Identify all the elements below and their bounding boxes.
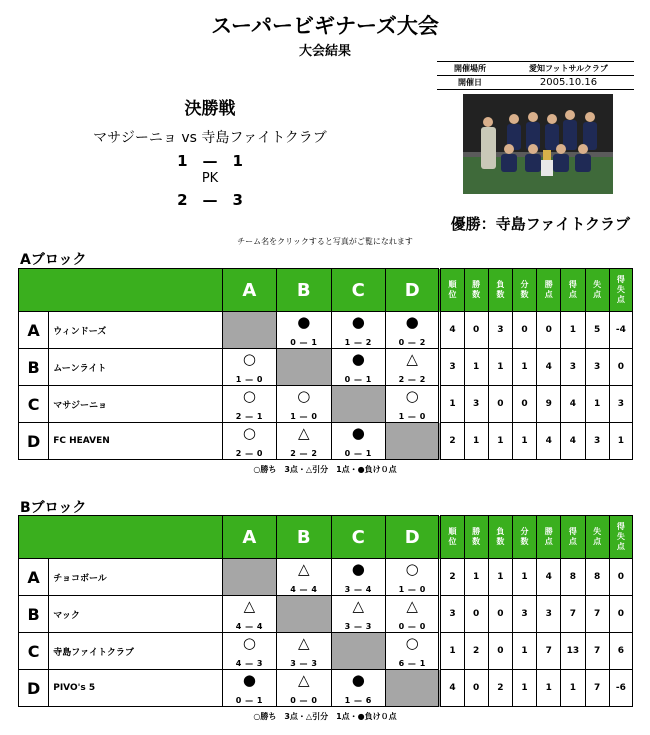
block-b-table [18,515,633,707]
venue-value: 愛知フットサルクラブ [503,62,634,76]
self-match-cell [385,670,439,707]
stat-value: 1 [464,423,488,460]
team-name-link[interactable]: チョコボール [49,559,222,596]
stat-value: 8 [561,559,585,596]
stat-value: 1 [440,633,464,670]
page-title: スーパービギナーズ大会 [211,14,439,38]
final-matchup: マサジーニョ vs 寺島ファイトクラブ [93,130,327,146]
date-label: 開催日 [437,76,503,90]
stat-value: 1 [512,423,536,460]
self-match-cell [277,596,331,633]
column-header-b: B [277,516,331,559]
match-result-cell [277,633,331,670]
match-score: 4 — 4 [290,585,318,594]
match-score: 2 — 2 [398,375,426,384]
header-row [19,516,633,559]
stat-value: 3 [561,349,585,386]
match-result-cell [331,559,385,596]
row-label: D [19,670,49,707]
match-score: 1 — 0 [235,375,263,384]
match-score: 6 — 1 [398,659,426,668]
team-name-link[interactable]: マサジーニョ [49,386,222,423]
stat-value: 8 [585,559,609,596]
stat-header: 分 数 [512,269,536,312]
final-score: 1 — 1 [177,152,243,170]
match-score: 0 — 1 [290,338,318,347]
winner-label: 優勝：寺島ファイトクラブ [450,215,630,233]
match-score: 4 — 3 [235,659,263,668]
stat-value: 3 [512,596,536,633]
match-result-cell [385,633,439,670]
self-match-cell [331,386,385,423]
stat-value: 3 [488,312,512,349]
stat-value: 7 [561,596,585,633]
row-label: B [19,349,49,386]
table-row [19,312,633,349]
stat-value: 0 [488,633,512,670]
team-name-link[interactable]: マック [49,596,222,633]
stat-value: 2 [464,633,488,670]
venue-label: 開催場所 [437,62,503,76]
stat-value: 1 [488,423,512,460]
match-result-cell [331,312,385,349]
match-score: 0 — 0 [290,696,318,705]
match-score: 0 — 0 [398,622,426,631]
column-header-c: C [331,516,385,559]
stat-value: 1 [561,312,585,349]
result-symbol: ○ [297,387,311,405]
stat-header: 順 位 [440,516,464,559]
column-header-a: A [222,516,276,559]
result-symbol: ○ [242,634,256,652]
winning-team-photo [463,94,613,194]
team-name-link[interactable]: 寺島ファイトクラブ [49,633,222,670]
stat-value: 0 [464,312,488,349]
match-score: 1 — 0 [398,585,426,594]
match-result-cell [331,349,385,386]
stat-header: 失 点 [585,269,609,312]
header-row [19,269,633,312]
team-name-link[interactable]: ムーンライト [49,349,222,386]
stat-value: 5 [585,312,609,349]
table-row [19,423,633,460]
stat-value: 3 [440,349,464,386]
match-result-cell [277,670,331,707]
match-result-cell [277,559,331,596]
table-row [19,349,633,386]
stat-value: 0 [512,386,536,423]
match-score: 1 — 0 [290,412,318,421]
column-header-a: A [222,269,276,312]
stat-header: 勝 数 [464,269,488,312]
block-a-legend: ○勝ち 3点・△引分 1点・●負け０点 [253,465,397,474]
stat-value: 6 [609,633,632,670]
stat-value: 9 [537,386,561,423]
result-symbol: ● [405,313,419,331]
self-match-cell [277,349,331,386]
stat-value: 1 [512,670,536,707]
stat-header: 順 位 [440,269,464,312]
stat-value: 2 [440,559,464,596]
row-label: D [19,423,49,460]
column-header-d: D [385,516,439,559]
stat-value: 4 [537,423,561,460]
match-score: 3 — 4 [344,585,372,594]
match-score: 2 — 1 [235,412,263,421]
result-symbol: △ [406,597,418,615]
match-result-cell [222,633,276,670]
page-subtitle: 大会結果 [298,44,351,59]
stat-header: 得 点 [561,516,585,559]
stat-value: 4 [440,670,464,707]
team-name-link[interactable]: ウィンドーズ [49,312,222,349]
block-b-title: Bブロック [20,500,87,516]
stat-value: 1 [561,670,585,707]
match-result-cell [385,312,439,349]
result-symbol: ○ [242,424,256,442]
match-score: 1 — 0 [398,412,426,421]
stat-value: 4 [561,386,585,423]
stat-header: 得 失 点 [609,516,632,559]
match-result-cell [277,312,331,349]
match-score: 0 — 1 [235,696,263,705]
stat-value: 0 [512,312,536,349]
match-score: 0 — 1 [344,449,372,458]
stat-value: 7 [585,670,609,707]
result-symbol: △ [243,597,256,615]
match-score: 0 — 1 [344,375,372,384]
final-heading: 決勝戦 [184,99,236,119]
match-result-cell [222,596,276,633]
stat-value: 1 [440,386,464,423]
match-score: 1 — 6 [344,696,372,705]
result-symbol: ● [351,313,365,331]
match-result-cell [385,349,439,386]
row-label: A [19,312,49,349]
result-symbol: ● [351,671,365,689]
result-symbol: ● [297,313,311,331]
header-blank [19,516,223,559]
stat-value: 4 [537,349,561,386]
result-symbol: △ [298,634,310,652]
photo-note: チーム名をクリックすると写真がご覧になれます [237,237,413,246]
stat-value: 4 [561,423,585,460]
self-match-cell [222,312,276,349]
stat-value: -4 [609,312,632,349]
match-result-cell [222,386,276,423]
stat-value: 7 [585,596,609,633]
row-label: C [19,386,49,423]
table-row [19,559,633,596]
row-label: A [19,559,49,596]
stat-value: 0 [609,596,632,633]
stat-value: 1 [537,670,561,707]
result-symbol: ○ [405,634,419,652]
match-score: 3 — 3 [344,622,372,631]
stat-value: 13 [561,633,585,670]
result-symbol: △ [298,424,310,442]
stat-header: 得 点 [561,269,585,312]
stat-value: 1 [609,423,632,460]
stat-header: 勝 点 [537,269,561,312]
stat-header: 負 数 [488,516,512,559]
match-score: 1 — 2 [344,338,372,347]
match-result-cell [222,670,276,707]
match-result-cell [277,386,331,423]
result-symbol: ○ [405,560,419,578]
match-result-cell [385,596,439,633]
stat-header: 分 数 [512,516,536,559]
stat-value: 1 [512,633,536,670]
self-match-cell [331,633,385,670]
match-score: 4 — 4 [235,622,263,631]
match-score: 2 — 2 [290,449,318,458]
row-label: C [19,633,49,670]
stat-value: 1 [488,349,512,386]
match-result-cell [331,670,385,707]
stat-value: 7 [537,633,561,670]
stat-value: 0 [488,596,512,633]
match-score: 2 — 0 [235,449,263,458]
stat-value: 1 [585,386,609,423]
match-result-cell [331,596,385,633]
result-symbol: ● [242,671,256,689]
table-row [19,633,633,670]
stat-value: 3 [585,423,609,460]
stat-value: 0 [488,386,512,423]
table-row [19,596,633,633]
match-score: 0 — 2 [398,338,426,347]
stat-header: 勝 数 [464,516,488,559]
pk-label: PK [201,171,219,186]
stat-value: 3 [585,349,609,386]
result-symbol: △ [406,350,418,368]
header-blank [19,269,223,312]
match-result-cell [385,559,439,596]
stat-value: 0 [609,349,632,386]
stat-value: 1 [464,349,488,386]
stat-value: 1 [488,559,512,596]
stat-value: 2 [488,670,512,707]
row-label: B [19,596,49,633]
stat-header: 勝 点 [537,516,561,559]
stat-header: 得 失 点 [609,269,632,312]
event-info-table [437,61,634,90]
stat-value: 3 [609,386,632,423]
stat-value: 0 [464,596,488,633]
stat-value: 4 [537,559,561,596]
stat-value: 0 [464,670,488,707]
match-result-cell [222,423,276,460]
result-symbol: ○ [242,350,256,368]
column-header-b: B [277,269,331,312]
block-a-table [18,268,633,460]
stat-value: 3 [537,596,561,633]
team-name-link[interactable]: FC HEAVEN [49,423,222,460]
stat-value: 2 [440,423,464,460]
result-symbol: ● [351,560,365,578]
column-header-d: D [385,269,439,312]
match-score: 3 — 3 [290,659,318,668]
pk-score: 2 — 3 [177,191,243,209]
stat-value: 1 [512,559,536,596]
result-symbol: ○ [405,387,419,405]
stat-value: 1 [464,559,488,596]
result-symbol: △ [298,671,310,689]
stat-value: 1 [512,349,536,386]
table-row [19,386,633,423]
block-a-title: Aブロック [20,252,87,268]
stat-value: 3 [464,386,488,423]
date-value: 2005.10.16 [503,76,634,90]
team-name-link[interactable]: PIVO's 5 [49,670,222,707]
stat-value: 0 [537,312,561,349]
self-match-cell [385,423,439,460]
match-result-cell [385,386,439,423]
stat-value: 3 [440,596,464,633]
stat-value: 7 [585,633,609,670]
block-b-legend: ○勝ち 3点・△引分 1点・●負け０点 [253,712,397,721]
result-symbol: ● [351,350,365,368]
result-symbol: △ [352,597,364,615]
table-row [19,670,633,707]
match-result-cell [222,349,276,386]
result-symbol: ● [351,424,365,442]
result-symbol: △ [298,560,310,578]
result-symbol: ○ [242,387,256,405]
column-header-c: C [331,269,385,312]
stat-value: 4 [440,312,464,349]
match-result-cell [331,423,385,460]
stat-header: 失 点 [585,516,609,559]
stat-header: 負 数 [488,269,512,312]
match-result-cell [277,423,331,460]
stat-value: 0 [609,559,632,596]
self-match-cell [222,559,276,596]
stat-value: -6 [609,670,632,707]
